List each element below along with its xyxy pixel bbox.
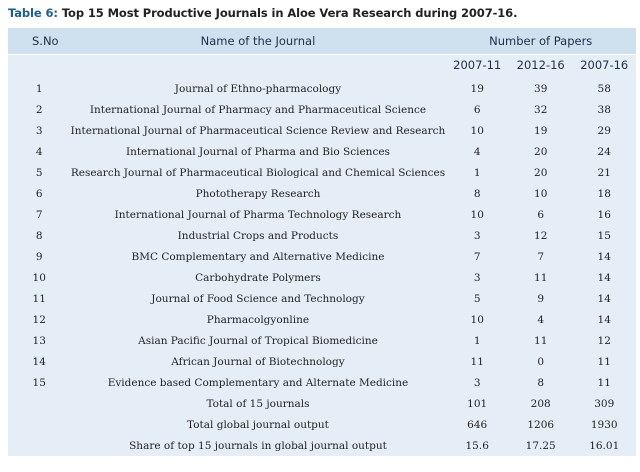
papers-2012-16-cell: 1206 xyxy=(527,418,555,431)
table-row xyxy=(8,225,636,246)
table-row xyxy=(8,288,636,309)
table-row xyxy=(8,204,636,225)
summary-row xyxy=(8,393,636,414)
papers-2012-16-cell: 9 xyxy=(537,292,545,305)
caption-label: Table 6: xyxy=(8,6,58,20)
table-row xyxy=(8,372,636,393)
papers-2012-16-cell: 11 xyxy=(534,334,548,347)
papers-2007-16-cell: 15 xyxy=(597,229,611,242)
table-row xyxy=(8,267,636,288)
period-header-row xyxy=(8,55,636,76)
table-row xyxy=(8,183,636,204)
papers-2007-16-cell: 12 xyxy=(597,334,611,347)
papers-2007-11-cell: 6 xyxy=(473,103,481,116)
papers-2007-11-cell: 4 xyxy=(473,145,481,158)
journal-name-cell: African Journal of Biotechnology xyxy=(171,355,345,368)
journal-name-cell: Industrial Crops and Products xyxy=(177,229,339,242)
sno-cell: 12 xyxy=(32,313,46,326)
papers-2007-11-cell: 101 xyxy=(467,397,488,410)
sno-cell xyxy=(8,393,70,414)
papers-2012-16-cell: 10 xyxy=(534,187,548,200)
journal-name-cell: Total of 15 journals xyxy=(206,397,310,410)
summary-row xyxy=(8,435,636,456)
period-header: 2007-11 xyxy=(445,55,509,76)
table-row xyxy=(8,330,636,351)
papers-2007-11-cell: 1 xyxy=(473,166,481,179)
period-header: 2007-16 xyxy=(572,55,636,76)
sno-cell: 7 xyxy=(35,208,43,221)
journal-name-cell: International Journal of Pharmacy and Pharmaceutical Science xyxy=(89,103,427,116)
table-row xyxy=(8,99,636,120)
sno-cell: 6 xyxy=(35,187,43,200)
sno-cell xyxy=(8,414,70,435)
journal-name-cell: Asian Pacific Journal of Tropical Biomedicine xyxy=(138,334,378,347)
sno-cell: 8 xyxy=(35,229,43,242)
period-header: 2012-16 xyxy=(509,55,573,76)
table-row xyxy=(8,120,636,141)
journal-name-cell: BMC Complementary and Alternative Medicine xyxy=(131,250,385,263)
papers-2007-16-cell: 58 xyxy=(597,82,611,95)
papers-2012-16-cell: 12 xyxy=(534,229,548,242)
sno-cell: 9 xyxy=(35,250,43,263)
sno-cell: 2 xyxy=(35,103,43,116)
papers-2007-11-cell: 3 xyxy=(473,271,481,284)
sno-cell: 1 xyxy=(35,82,43,95)
papers-2007-16-cell: 21 xyxy=(597,166,611,179)
papers-2007-16-cell: 38 xyxy=(597,103,611,116)
sno-cell: 3 xyxy=(35,124,43,137)
papers-2007-16-cell: 14 xyxy=(597,250,611,263)
papers-2012-16-cell: 4 xyxy=(537,313,545,326)
papers-2007-16-cell: 14 xyxy=(597,313,611,326)
journals-table xyxy=(8,28,636,456)
papers-2007-16-cell: 24 xyxy=(597,145,611,158)
papers-2007-11-cell: 11 xyxy=(470,355,484,368)
journal-name-cell: Pharmacolgyonline xyxy=(206,313,310,326)
journal-name-cell: Journal of Ethno-pharmacology xyxy=(174,82,342,95)
papers-2007-11-cell: 646 xyxy=(467,418,488,431)
journal-name-cell: Research Journal of Pharmaceutical Biological and Chemical Sciences xyxy=(70,166,446,179)
papers-2007-16-cell: 14 xyxy=(597,292,611,305)
papers-2007-16-cell: 11 xyxy=(597,355,611,368)
journal-name-cell: Journal of Food Science and Technology xyxy=(151,292,365,305)
papers-2007-11-cell: 3 xyxy=(473,376,481,389)
papers-2007-16-cell: 16 xyxy=(597,208,611,221)
sno-cell xyxy=(8,435,70,456)
papers-2007-11-cell: 15.6 xyxy=(465,439,489,452)
papers-2012-16-cell: 11 xyxy=(534,271,548,284)
papers-2007-11-cell: 3 xyxy=(473,229,481,242)
papers-2007-16-cell: 1930 xyxy=(590,418,618,431)
papers-2012-16-cell: 20 xyxy=(534,145,548,158)
papers-2007-16-cell: 309 xyxy=(594,397,615,410)
papers-2007-16-cell: 11 xyxy=(597,376,611,389)
sno-cell: 4 xyxy=(35,145,43,158)
papers-2007-11-cell: 1 xyxy=(473,334,481,347)
papers-2012-16-cell: 208 xyxy=(530,397,551,410)
sno-cell: 5 xyxy=(35,166,43,179)
papers-2007-11-cell: 10 xyxy=(470,124,484,137)
papers-2007-11-cell: 10 xyxy=(470,313,484,326)
sno-cell: 13 xyxy=(32,334,46,347)
journal-name-header: Name of the Journal xyxy=(70,28,445,55)
table-caption xyxy=(8,6,517,20)
papers-2007-11-cell: 19 xyxy=(470,82,484,95)
journal-name-cell: International Journal of Pharma and Bio Sciences xyxy=(125,145,390,158)
header-row xyxy=(8,28,636,55)
sno-cell: 15 xyxy=(32,376,46,389)
table-row xyxy=(8,162,636,183)
table-body xyxy=(8,75,636,456)
table-row xyxy=(8,75,636,99)
number-of-papers-header: Number of Papers xyxy=(445,28,636,55)
journal-name-cell: Phototherapy Research xyxy=(195,187,321,200)
journal-name-cell: International Journal of Pharmaceutical Science Review and Research xyxy=(70,124,446,137)
papers-2007-16-cell: 29 xyxy=(597,124,611,137)
papers-2012-16-cell: 8 xyxy=(537,376,545,389)
sno-cell: 14 xyxy=(32,355,46,368)
sno-header: S.No xyxy=(8,28,70,55)
journal-name-cell: Carbohydrate Polymers xyxy=(195,271,321,284)
caption-text: Top 15 Most Productive Journals in Aloe Vera Research during 2007-16. xyxy=(61,6,518,20)
papers-2007-11-cell: 8 xyxy=(473,187,481,200)
table-row xyxy=(8,246,636,267)
journal-name-cell: Evidence based Complementary and Alternate Medicine xyxy=(107,376,409,389)
papers-2007-11-cell: 5 xyxy=(473,292,481,305)
papers-2007-11-cell: 10 xyxy=(470,208,484,221)
papers-2012-16-cell: 7 xyxy=(537,250,545,263)
table-row xyxy=(8,141,636,162)
papers-2012-16-cell: 19 xyxy=(534,124,548,137)
papers-2012-16-cell: 32 xyxy=(534,103,548,116)
papers-2007-11-cell: 7 xyxy=(473,250,481,263)
journal-name-cell: Share of top 15 journals in global journal output xyxy=(129,439,387,452)
papers-2007-16-cell: 16.01 xyxy=(589,439,620,452)
papers-2007-16-cell: 14 xyxy=(597,271,611,284)
journal-name-cell: Total global journal output xyxy=(187,418,329,431)
papers-2012-16-cell: 6 xyxy=(537,208,545,221)
sno-cell: 11 xyxy=(32,292,46,305)
papers-2012-16-cell: 39 xyxy=(534,82,548,95)
table-row xyxy=(8,309,636,330)
papers-2012-16-cell: 0 xyxy=(537,355,545,368)
papers-2007-16-cell: 18 xyxy=(597,187,611,200)
journal-name-cell: International Journal of Pharma Technology Research xyxy=(114,208,402,221)
papers-2012-16-cell: 17.25 xyxy=(525,439,556,452)
papers-2012-16-cell: 20 xyxy=(534,166,548,179)
sno-cell: 10 xyxy=(32,271,46,284)
summary-row xyxy=(8,414,636,435)
table-row xyxy=(8,351,636,372)
